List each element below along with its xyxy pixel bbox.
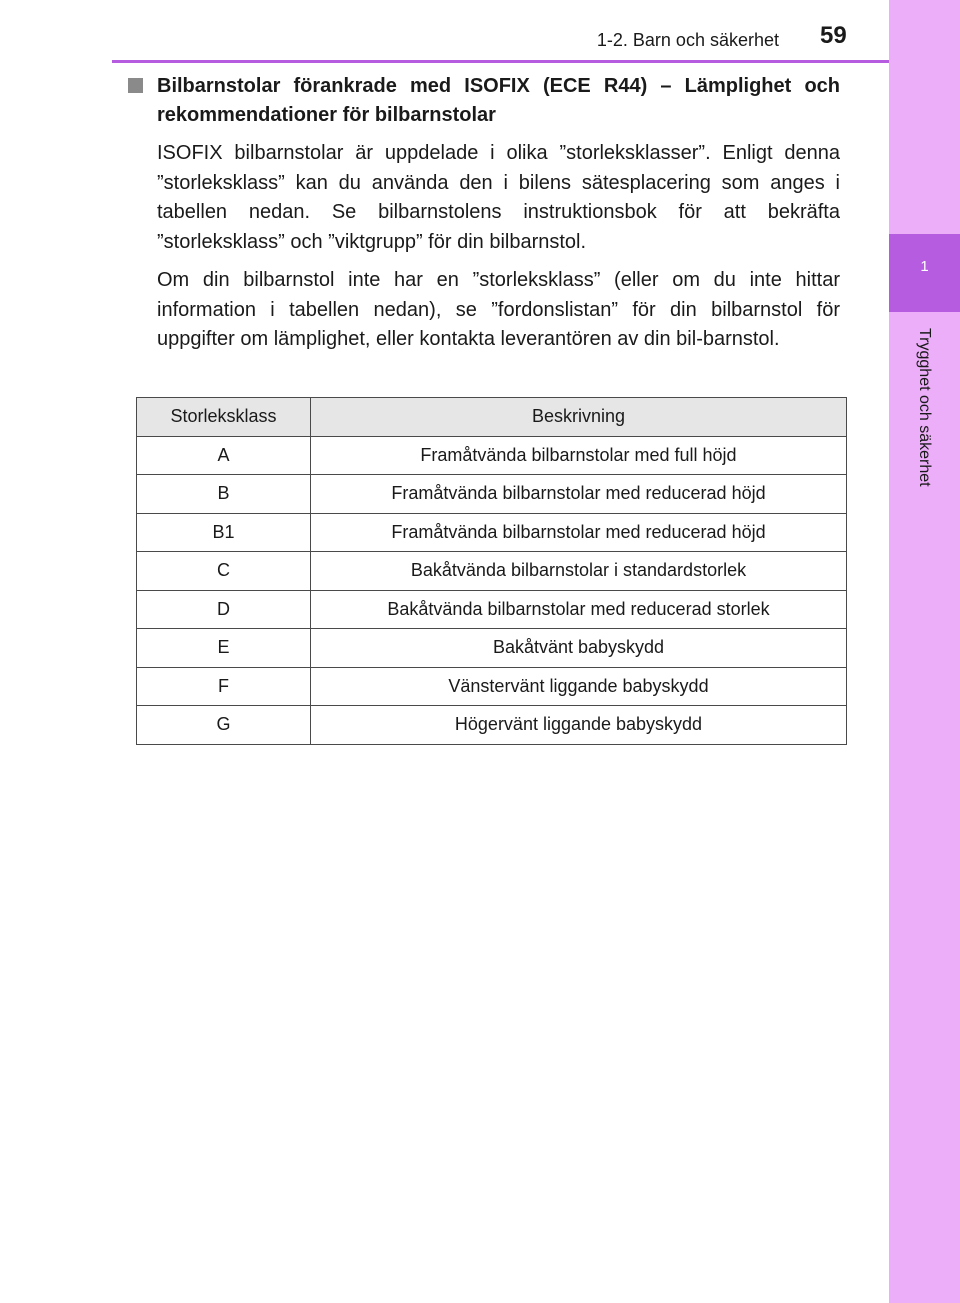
side-strip (889, 0, 960, 1303)
page-number: 59 (820, 22, 847, 49)
table-row (137, 629, 847, 668)
table-header-row (137, 398, 847, 437)
table-row (137, 552, 847, 591)
paragraph-1: ISOFIX bilbarnstolar är uppdelade i olika ”storleksklasser”. Enligt denna ”storleksklass” kan du använda den i bilens sätesplacering som anges i tabellen nedan. Se bilbarnstolens instruktionsbok för att bekräfta ”storleksklass” och ”viktgrupp” för din bilbarnstol. (157, 142, 840, 253)
table-row (137, 436, 847, 475)
chapter-title-text: Trygghet och säkerhet (916, 328, 933, 487)
description-cell: Framåtvända bilbarnstolar med reducerad höjd (311, 475, 847, 514)
description-cell: Högervänt liggande babyskydd (311, 706, 847, 745)
column-header-description: Beskrivning (311, 398, 847, 437)
size-class-cell: F (137, 667, 311, 706)
size-class-cell: G (137, 706, 311, 745)
main-content (128, 72, 840, 355)
description-cell: Bakåtvända bilbarnstolar med reducerad storlek (311, 590, 847, 629)
size-class-table (136, 397, 847, 745)
table-row (137, 590, 847, 629)
size-class-cell: A (137, 436, 311, 475)
square-bullet-icon (128, 78, 143, 93)
column-header-size-class: Storleksklass (137, 398, 311, 437)
size-class-cell: B1 (137, 513, 311, 552)
table-row (137, 706, 847, 745)
size-class-cell: C (137, 552, 311, 591)
description-cell: Framåtvända bilbarnstolar med full höjd (311, 436, 847, 475)
size-class-cell: D (137, 590, 311, 629)
description-cell: Bakåtvända bilbarnstolar i standardstorlek (311, 552, 847, 591)
size-class-cell: E (137, 629, 311, 668)
table-row (137, 667, 847, 706)
description-cell: Vänstervänt liggande babyskydd (311, 667, 847, 706)
paragraph-2: Om din bilbarnstol inte har en ”storleksklass” (eller om du inte hittar information i tabellen nedan), se ”fordonslistan” för din bilbarnstol för uppgifter om lämplighet, eller kontakta leverantören av din bil-barnstol. (157, 269, 840, 350)
size-class-cell: B (137, 475, 311, 514)
table-row (137, 475, 847, 514)
header-rule (112, 60, 889, 63)
table-row (137, 513, 847, 552)
section-heading (128, 72, 840, 130)
description-cell: Framåtvända bilbarnstolar med reducerad höjd (311, 513, 847, 552)
section-heading-text: Bilbarnstolar förankrade med ISOFIX (ECE R44) – Lämplighet och rekommendationer för bilbarnstolar (157, 75, 840, 126)
description-cell: Bakåtvänt babyskydd (311, 629, 847, 668)
section-title: 1-2. Barn och säkerhet (596, 30, 779, 50)
chapter-number: 1 (920, 258, 929, 275)
